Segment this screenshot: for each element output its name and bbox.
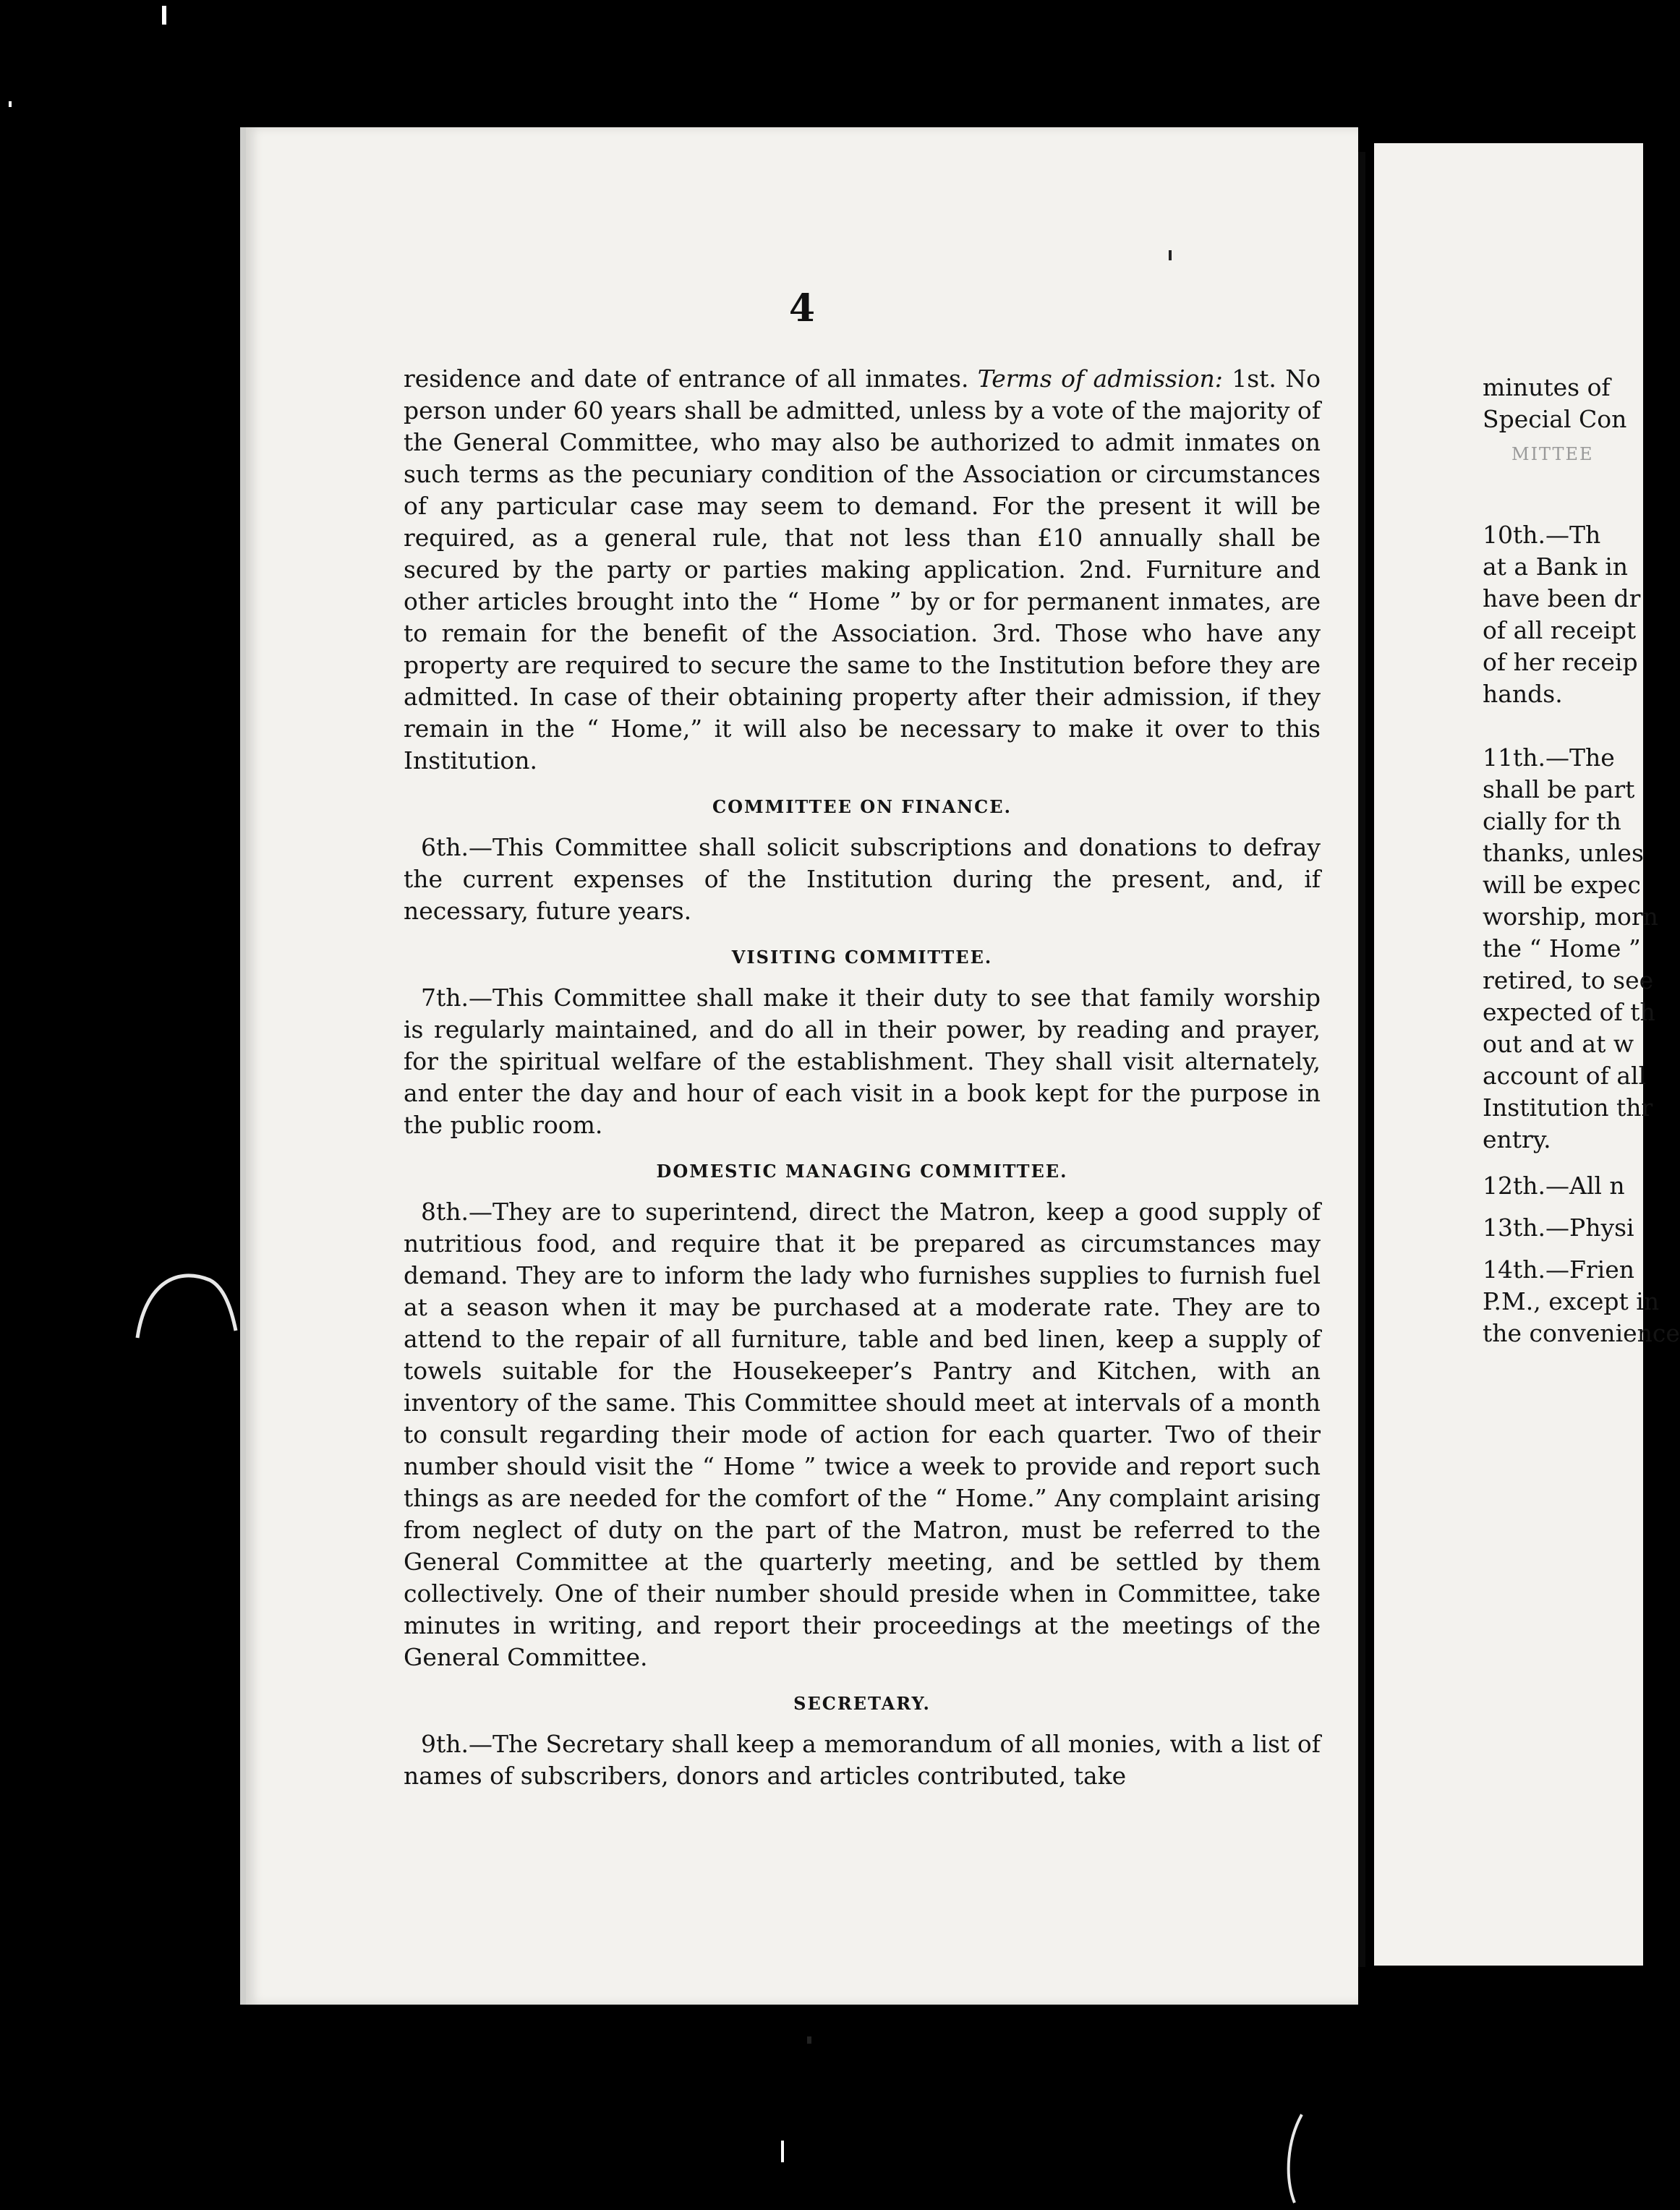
spacer [1483,1202,1671,1212]
left-page-text [404,363,1321,1792]
right-line: 10th.—Th [1483,521,1601,549]
right-line: P.M., except in [1483,1287,1660,1315]
domestic-paragraph: 8th.—They are to superintend, direct the Matron, keep a good supply of nutritious food, and require that it be prepared as circumstances may demand. They are to inform the lady who furnishes supplies to furnish fuel at a season when it may be purchased at a moderate rate. They are to attend to the repair of all furniture, table and bed linen, keep a supply of towels suitable for the Housekeeper’s Pantry and Kitchen, with an inventory of the same. This Committee should meet at intervals of a month to consult regarding their mode of action for each quarter. Two of their number should visit the “ Home ” twice a week to provide and report such things as are needed for the comfort of the “ Home.” Any complaint arising from neglect of duty on the part of the Matron, must be referred to the General Committee at the quarterly meeting, and be settled by them collectively. One of their number should preside when in Committee, take minutes in writing, and report their proceedings at the meetings of the General Committee. [404,1198,1321,1671]
ink-speck [807,2036,811,2044]
visiting-heading: VISITING COMMITTEE. [731,947,993,968]
right-line: entry. [1483,1125,1551,1153]
right-line: shall be part [1483,775,1635,803]
terms-of-admission-label: Terms of admission: [977,364,1223,393]
left-page [240,127,1358,2005]
right-line: minutes of [1483,373,1611,401]
right-line: worship, morn [1483,903,1658,931]
right-line: thanks, unles [1483,839,1644,867]
finance-paragraph: 6th.—This Committee shall solicit subscriptions and donations to defray the current expenses of the Institution during the present, and, if necessary, future years. [404,833,1321,925]
visiting-paragraph: 7th.—This Committee shall make it their duty to see that family worship is regularly maintained, and do all in their power, by reading and prayer, for the spiritual welfare of the establishment. They shall visit alternately, and enter the day and hour of each visit in a book kept for the purpose in the public room. [404,984,1321,1139]
right-line: of her receip [1483,648,1638,676]
spacer [1483,487,1671,519]
film-scratch [1273,2112,1316,2206]
secretary-heading: SECRETARY. [793,1693,931,1714]
right-line: will be expec [1483,871,1641,899]
right-line: retired, to see [1483,966,1654,994]
right-line: have been dr [1483,584,1641,613]
right-line: account of all [1483,1062,1647,1090]
film-speck [162,6,166,25]
right-line: out and at w [1483,1030,1634,1058]
right-line: the convenience [1483,1319,1680,1347]
finance-heading: COMMITTEE ON FINANCE. [712,796,1012,817]
right-line: Special Con [1483,405,1627,433]
spacer [1483,1156,1671,1170]
right-line: 11th.—The [1483,743,1615,772]
film-scratch [130,1258,239,1345]
film-speck [9,101,12,107]
right-ghost-heading: MITTEE [1511,444,1594,464]
film-speck [781,2141,784,2162]
right-line: hands. [1483,680,1563,708]
right-line: the “ Home ” [1483,934,1641,963]
right-page-text [1483,372,1680,1349]
terms-text: 1st. No person under 60 years shall be admitted, unless by a vote of the majority of the General Committee, who may also be authorized to admit inmates on such terms as the pecuniary condition of the Association or circumstances of any particular case may seem to demand. For the present it will be required, as a general rule, that not less than £10 annually shall be secured by the party or parties making application. 2nd. Furniture and other articles brought into the “ Home ” by or for permanent inmates, are to remain for the benefit of the Association. 3rd. Those who have any property are required to secure the same to the Institution before they are admitted. In case of their obtaining property after their admission, if they remain in the “ Home,” it will also be necessary to make it over to this Institution. [404,364,1321,775]
secretary-paragraph: 9th.—The Secretary shall keep a memorandum of all monies, with a list of names of subscribers, donors and articles contributed, take [404,1730,1321,1790]
right-line: 12th.—All n [1483,1172,1625,1200]
right-page [1374,143,1680,1966]
spacer [1483,1244,1671,1254]
right-line: 14th.—Frien [1483,1255,1635,1284]
spacer [1483,710,1671,742]
right-line: 13th.—Physi [1483,1213,1634,1242]
page-number: 4 [788,286,816,330]
right-line: of all receipt [1483,616,1637,644]
intro-paragraph [404,363,1321,777]
right-line: Institution thr [1483,1093,1653,1122]
domestic-heading: DOMESTIC MANAGING COMMITTEE. [656,1161,1068,1182]
right-line: expected of th [1483,998,1655,1026]
intro-text: residence and date of entrance of all inmates. [404,364,969,393]
right-line: cially for th [1483,807,1621,835]
ink-speck [1169,250,1172,260]
right-line: at a Bank in [1483,552,1629,581]
